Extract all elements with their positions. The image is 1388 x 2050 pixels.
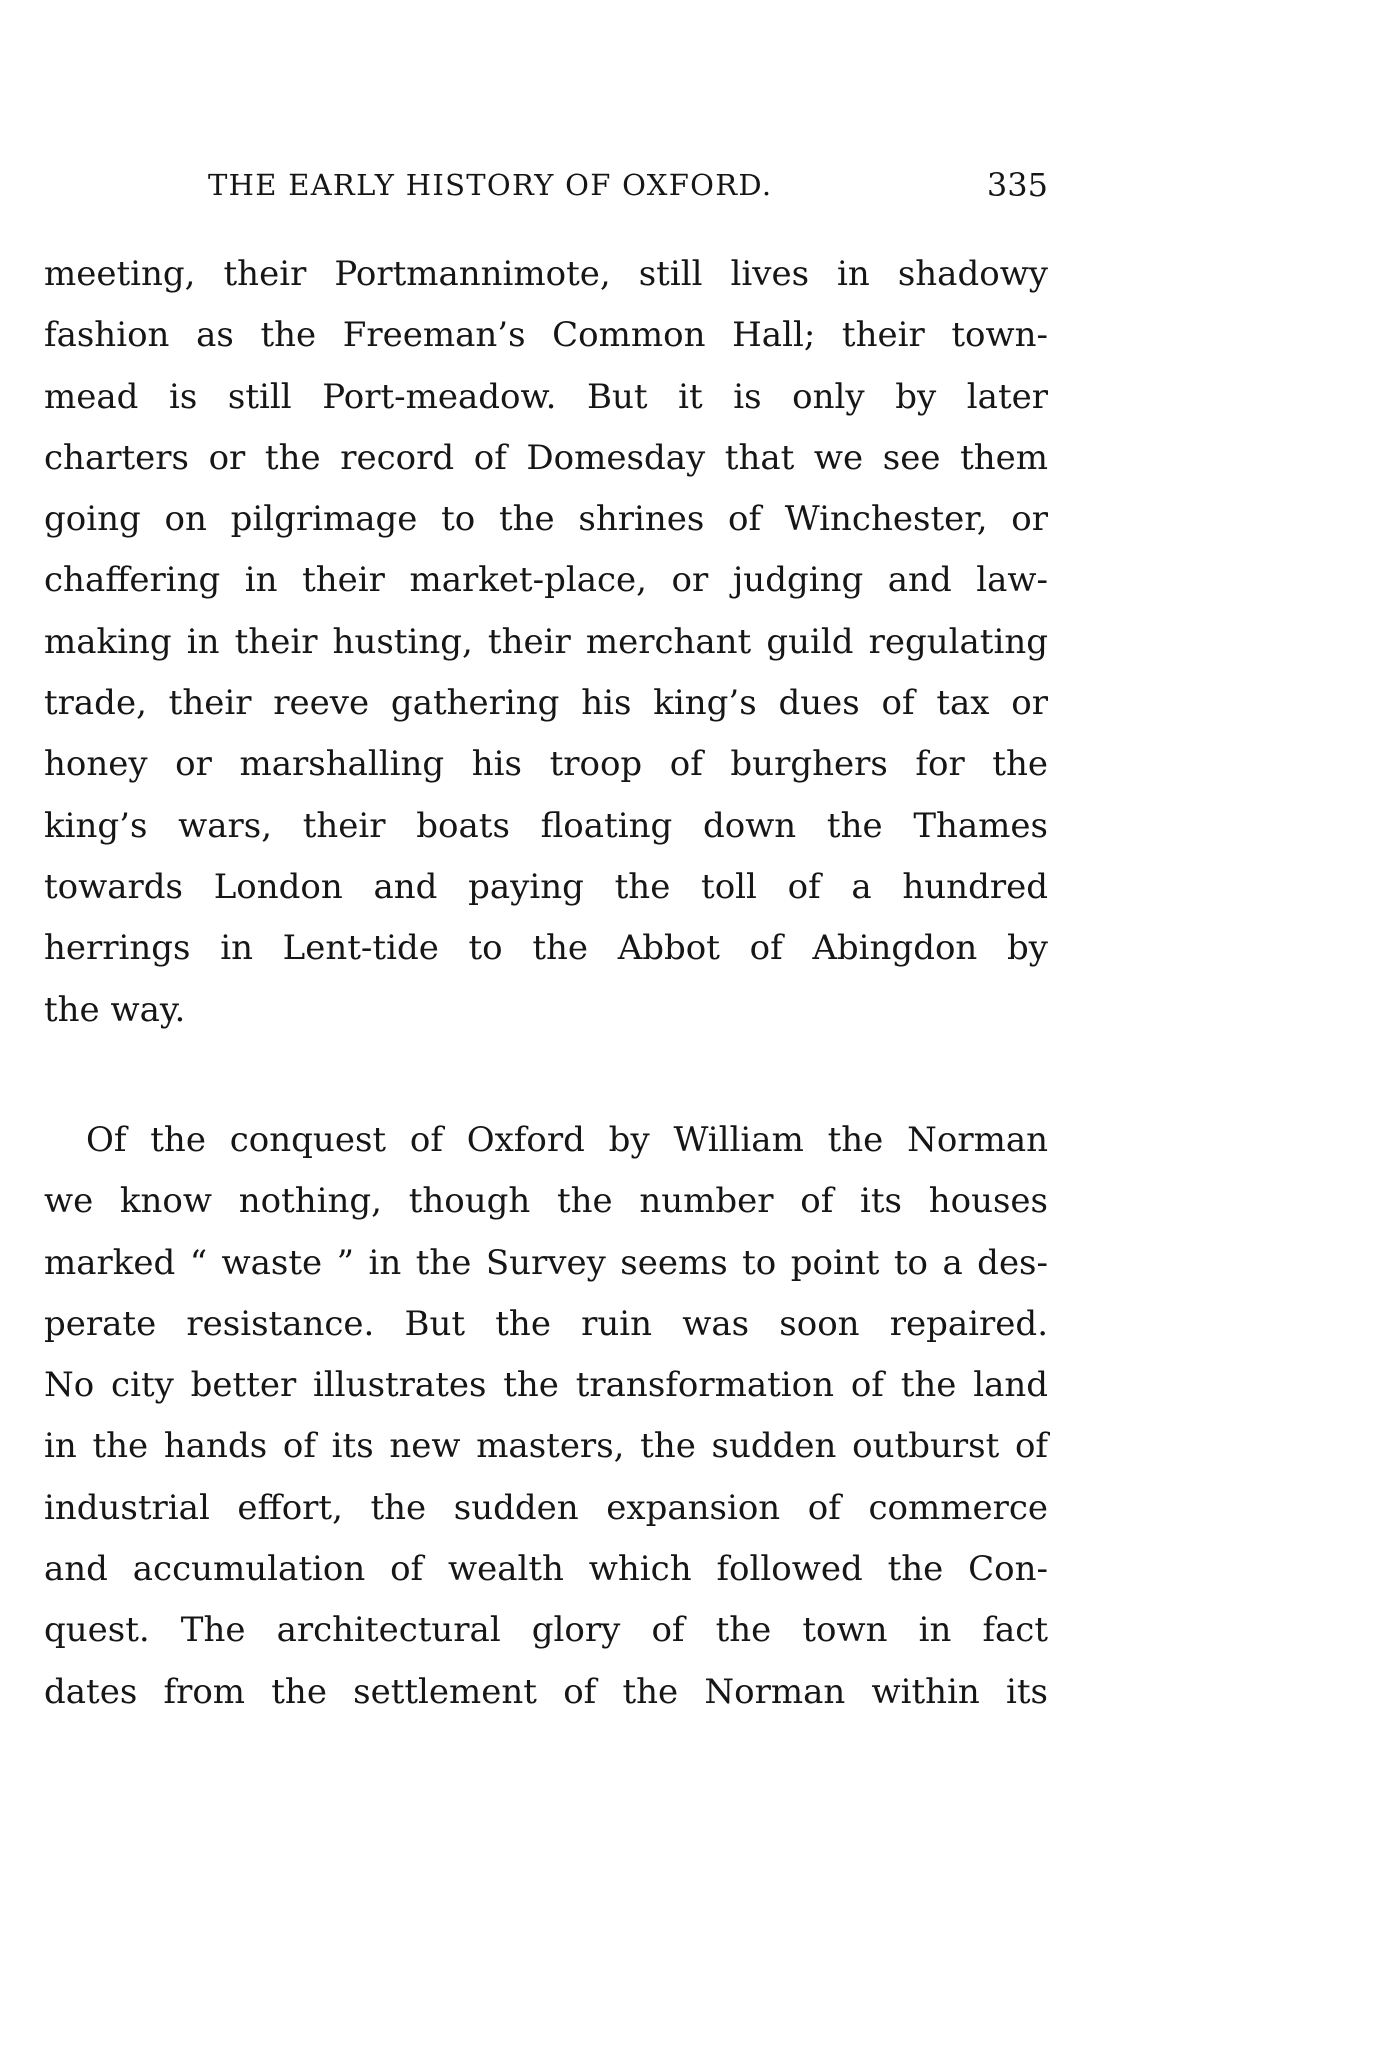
- text-line: the way.: [44, 989, 186, 1030]
- running-title: THE EARLY HISTORY OF OXFORD.: [208, 168, 773, 202]
- text-line: we know nothing, though the number of its houses: [44, 1181, 1048, 1222]
- text-line: quest. The architectural glory of the town in fact: [44, 1610, 1048, 1651]
- text-line: in the hands of its new masters, the sudden outburst of: [44, 1426, 1048, 1467]
- text-line: mead is still Port-meadow. But it is only by later: [44, 376, 1048, 417]
- text-line: king’s wars, their boats floating down the Thames: [44, 805, 1048, 846]
- text-line: Of the conquest of Oxford by William the Norman: [86, 1120, 1048, 1160]
- text-line: meeting, their Portmannimote, still lives in shadowy: [44, 254, 1048, 294]
- text-line: industrial effort, the sudden expansion of commerce: [44, 1487, 1048, 1528]
- paragraph-1: [44, 244, 1048, 1041]
- text-line: marked “ waste ” in the Survey seems to point to a des-: [44, 1242, 1048, 1283]
- page-number: 335: [986, 166, 1048, 204]
- text-line: charters or the record of Domesday that we see them: [44, 437, 1048, 478]
- text-line: honey or marshalling his troop of burghers for the: [44, 744, 1048, 785]
- text-line: making in their husting, their merchant guild regulating: [44, 621, 1048, 662]
- page-header: [208, 168, 1048, 218]
- text-line: dates from the settlement of the Norman within its: [44, 1671, 1048, 1712]
- text-line: herrings in Lent-tide to the Abbot of Abingdon by: [44, 928, 1048, 969]
- paragraph-2: [44, 1110, 1048, 1723]
- text-line: perate resistance. But the ruin was soon repaired.: [44, 1303, 1048, 1344]
- text-line: going on pilgrimage to the shrines of Winchester, or: [44, 499, 1048, 540]
- text-line: fashion as the Freeman’s Common Hall; their town-: [44, 315, 1048, 356]
- text-line: No city better illustrates the transformation of the land: [44, 1365, 1048, 1406]
- text-line: towards London and paying the toll of a hundred: [44, 866, 1048, 907]
- text-line: trade, their reeve gathering his king’s dues of tax or: [44, 683, 1048, 724]
- text-line: chaffering in their market-place, or judging and law-: [44, 560, 1048, 601]
- text-line: and accumulation of wealth which followed the Con-: [44, 1549, 1048, 1590]
